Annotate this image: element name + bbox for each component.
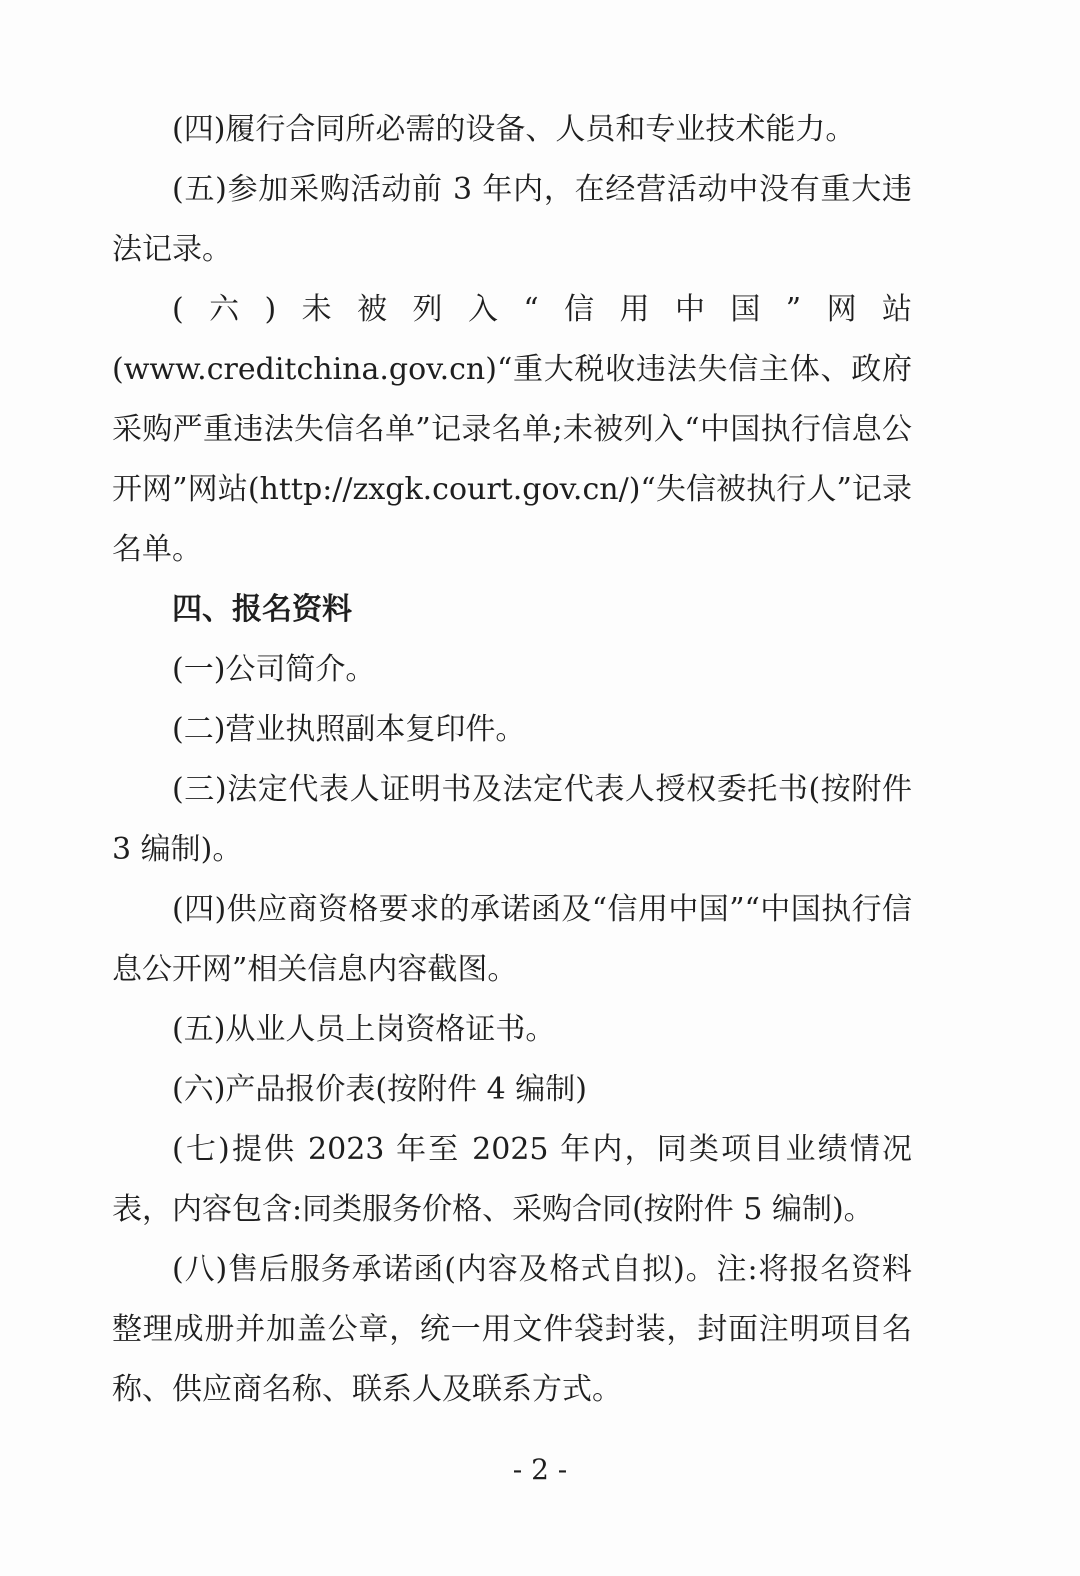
list-item-after-sales-commitment: (八)售后服务承诺函(内容及格式自拟)。注:将报名资料整理成册并加盖公章，统一用文件袋封装，封面注明项目名称、供应商名称、联系人及联系方式。 [112,1252,912,1407]
paragraph-item-4: (四)履行合同所必需的设备、人员和专业技术能力。 [172,112,856,147]
paragraph-item-6-continued: (www.creditchina.gov.cn)“重大税收违法失信主体、政府采购严重违法失信名单”记录名单;未被列入“中国执行信息公开网”网站(http://zxgk.court.gov.cn/)“失信被执行人”记录名单。 [112,352,912,567]
list-item-quotation-form: (六)产品报价表(按附件 4 编制) [172,1072,587,1107]
list-item-performance-table: (七)提供 2023 年至 2025 年内，同类项目业绩情况表，内容包含:同类服务价格、采购合同(按附件 5 编制)。 [112,1132,912,1227]
section-heading-registration-materials: 四、报名资料 [172,592,352,627]
list-item-company-profile: (一)公司简介。 [172,652,376,687]
paragraph-item-5: (五)参加采购活动前 3 年内，在经营活动中没有重大违法记录。 [112,172,912,267]
paragraph-item-6-first-line: (六)未被列入“信用中国”网站 [172,292,912,327]
document-body [112,100,912,1420]
list-item-legal-representative: (三)法定代表人证明书及法定代表人授权委托书(按附件 3 编制)。 [112,772,912,867]
list-item-staff-certificates: (五)从业人员上岗资格证书。 [172,1012,556,1047]
list-item-business-license: (二)营业执照副本复印件。 [172,712,526,747]
list-item-commitment-letter: (四)供应商资格要求的承诺函及“信用中国”“中国执行信息公开网”相关信息内容截图。 [112,892,912,987]
page-number: - 2 - [512,1453,568,1486]
